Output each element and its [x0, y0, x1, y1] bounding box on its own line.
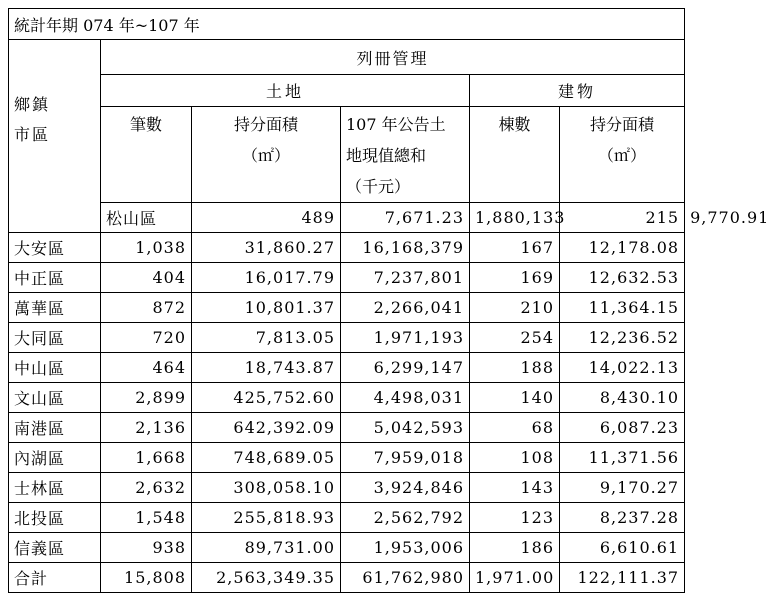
table-row: [9, 323, 685, 353]
building-area-cell: 8,430.10: [560, 383, 685, 413]
land-value-header-line1: 107 年公告土: [346, 115, 446, 134]
building-count-cell: 1,971.00: [470, 563, 560, 593]
land-count-cell: 1,038: [101, 233, 192, 263]
land-value-header-line3: （千元）: [346, 177, 411, 196]
table-row: [9, 233, 685, 263]
land-value-cell: 61,762,980: [341, 563, 470, 593]
district-name-cell: 萬華區: [9, 293, 101, 323]
land-count-cell: 872: [101, 293, 192, 323]
land-value-cell: 5,042,593: [341, 413, 470, 443]
land-count-cell: 2,899: [101, 383, 192, 413]
district-name-cell: 南港區: [9, 413, 101, 443]
district-name-cell: 內湖區: [9, 443, 101, 473]
building-area-cell: 11,371.56: [560, 443, 685, 473]
land-value-cell: 2,266,041: [341, 293, 470, 323]
land-count-cell: 1,668: [101, 443, 192, 473]
land-count-cell: 2,136: [101, 413, 192, 443]
land-count-header: [101, 107, 192, 203]
table-title: 統計年期 074 年~107 年: [9, 9, 685, 40]
district-name-cell: 北投區: [9, 503, 101, 533]
land-value-cell: 6,299,147: [341, 353, 470, 383]
building-area-header-line1: 持分面積: [590, 115, 655, 134]
district-name-cell: 士林區: [9, 473, 101, 503]
building-count-cell: 68: [470, 413, 560, 443]
building-area-cell: 6,087.23: [560, 413, 685, 443]
building-header: 建物: [470, 75, 685, 107]
land-value-cell: 16,168,379: [341, 233, 470, 263]
building-count-cell: 169: [470, 263, 560, 293]
total-row: [9, 563, 685, 593]
building-area-cell: 12,178.08: [560, 233, 685, 263]
land-value-cell: 2,562,792: [341, 503, 470, 533]
building-area-cell: 6,610.61: [560, 533, 685, 563]
land-count-cell: 720: [101, 323, 192, 353]
table-row: [9, 293, 685, 323]
building-count-header-label: 棟數: [498, 115, 531, 134]
building-area-cell: 9,170.27: [560, 473, 685, 503]
building-area-cell: 12,632.53: [560, 263, 685, 293]
land-value-cell: 7,959,018: [341, 443, 470, 473]
district-name-cell: 松山區: [101, 203, 192, 233]
building-area-cell: 11,364.15: [560, 293, 685, 323]
land-area-cell: 642,392.09: [192, 413, 341, 443]
land-count-cell: 489: [192, 203, 341, 233]
registry-statistics-table: [8, 8, 769, 593]
building-area-cell: 12,236.52: [560, 323, 685, 353]
land-area-cell: 16,017.79: [192, 263, 341, 293]
building-area-header-line2: （㎡）: [598, 146, 647, 165]
region-header-line1: 鄉鎮: [14, 95, 51, 114]
district-name-cell: 中山區: [9, 353, 101, 383]
building-count-cell: 123: [470, 503, 560, 533]
land-value-header-line2: 地現值總和: [346, 146, 427, 165]
table-row: [9, 263, 685, 293]
table-row: 松山區 489 7,671.23 1,880,133 215 9,770.91: [9, 203, 685, 233]
region-header: [9, 40, 101, 233]
district-name-cell: 信義區: [9, 533, 101, 563]
building-count-cell: 254: [470, 323, 560, 353]
land-value-cell: 4,498,031: [341, 383, 470, 413]
land-value-cell: 7,237,801: [341, 263, 470, 293]
building-count-cell: 140: [470, 383, 560, 413]
building-count-cell: 210: [470, 293, 560, 323]
land-count-cell: 938: [101, 533, 192, 563]
building-count-cell: 186: [470, 533, 560, 563]
building-count-header: [470, 107, 560, 203]
land-area-cell: 89,731.00: [192, 533, 341, 563]
building-area-cell: 122,111.37: [560, 563, 685, 593]
table-row: [9, 503, 685, 533]
statistics-table-container: [8, 8, 769, 593]
table-row: [9, 443, 685, 473]
land-area-cell: 2,563,349.35: [192, 563, 341, 593]
land-count-cell: 2,632: [101, 473, 192, 503]
land-area-cell: 10,801.37: [192, 293, 341, 323]
land-area-cell: 31,860.27: [192, 233, 341, 263]
district-name-cell: 大同區: [9, 323, 101, 353]
region-header-line2: 市區: [14, 125, 51, 144]
land-value-header: [341, 107, 470, 203]
district-name-cell: 文山區: [9, 383, 101, 413]
land-area-cell: 18,743.87: [192, 353, 341, 383]
land-value-cell: 3,924,846: [341, 473, 470, 503]
land-value-cell: 1,953,006: [341, 533, 470, 563]
table-row: [9, 473, 685, 503]
land-area-cell: 7,671.23: [341, 203, 470, 233]
land-area-cell: 7,813.05: [192, 323, 341, 353]
building-count-cell: 188: [470, 353, 560, 383]
land-area-cell: 255,818.93: [192, 503, 341, 533]
group-header: 列冊管理: [101, 40, 685, 75]
building-count-cell: 143: [470, 473, 560, 503]
land-value-cell: 1,880,133: [470, 203, 560, 233]
building-count-cell: 108: [470, 443, 560, 473]
land-count-cell: 404: [101, 263, 192, 293]
land-value-cell: 1,971,193: [341, 323, 470, 353]
district-name-cell: 大安區: [9, 233, 101, 263]
land-area-cell: 748,689.05: [192, 443, 341, 473]
land-count-cell: 464: [101, 353, 192, 383]
building-count-cell: 215: [560, 203, 685, 233]
district-name-cell: 合計: [9, 563, 101, 593]
building-count-cell: 167: [470, 233, 560, 263]
land-area-header: [192, 107, 341, 203]
land-area-header-line2: （㎡）: [241, 146, 290, 165]
land-area-header-line1: 持分面積: [233, 115, 298, 134]
land-count-header-label: 筆數: [129, 115, 162, 134]
building-area-header: [560, 107, 685, 203]
land-area-cell: 425,752.60: [192, 383, 341, 413]
table-row: [9, 533, 685, 563]
table-row: [9, 383, 685, 413]
table-row: [9, 413, 685, 443]
land-count-cell: 1,548: [101, 503, 192, 533]
land-count-cell: 15,808: [101, 563, 192, 593]
district-name-cell: 中正區: [9, 263, 101, 293]
building-area-cell: 14,022.13: [560, 353, 685, 383]
table-row: [9, 353, 685, 383]
land-area-cell: 308,058.10: [192, 473, 341, 503]
land-header: 土地: [101, 75, 470, 107]
building-area-cell: 8,237.28: [560, 503, 685, 533]
